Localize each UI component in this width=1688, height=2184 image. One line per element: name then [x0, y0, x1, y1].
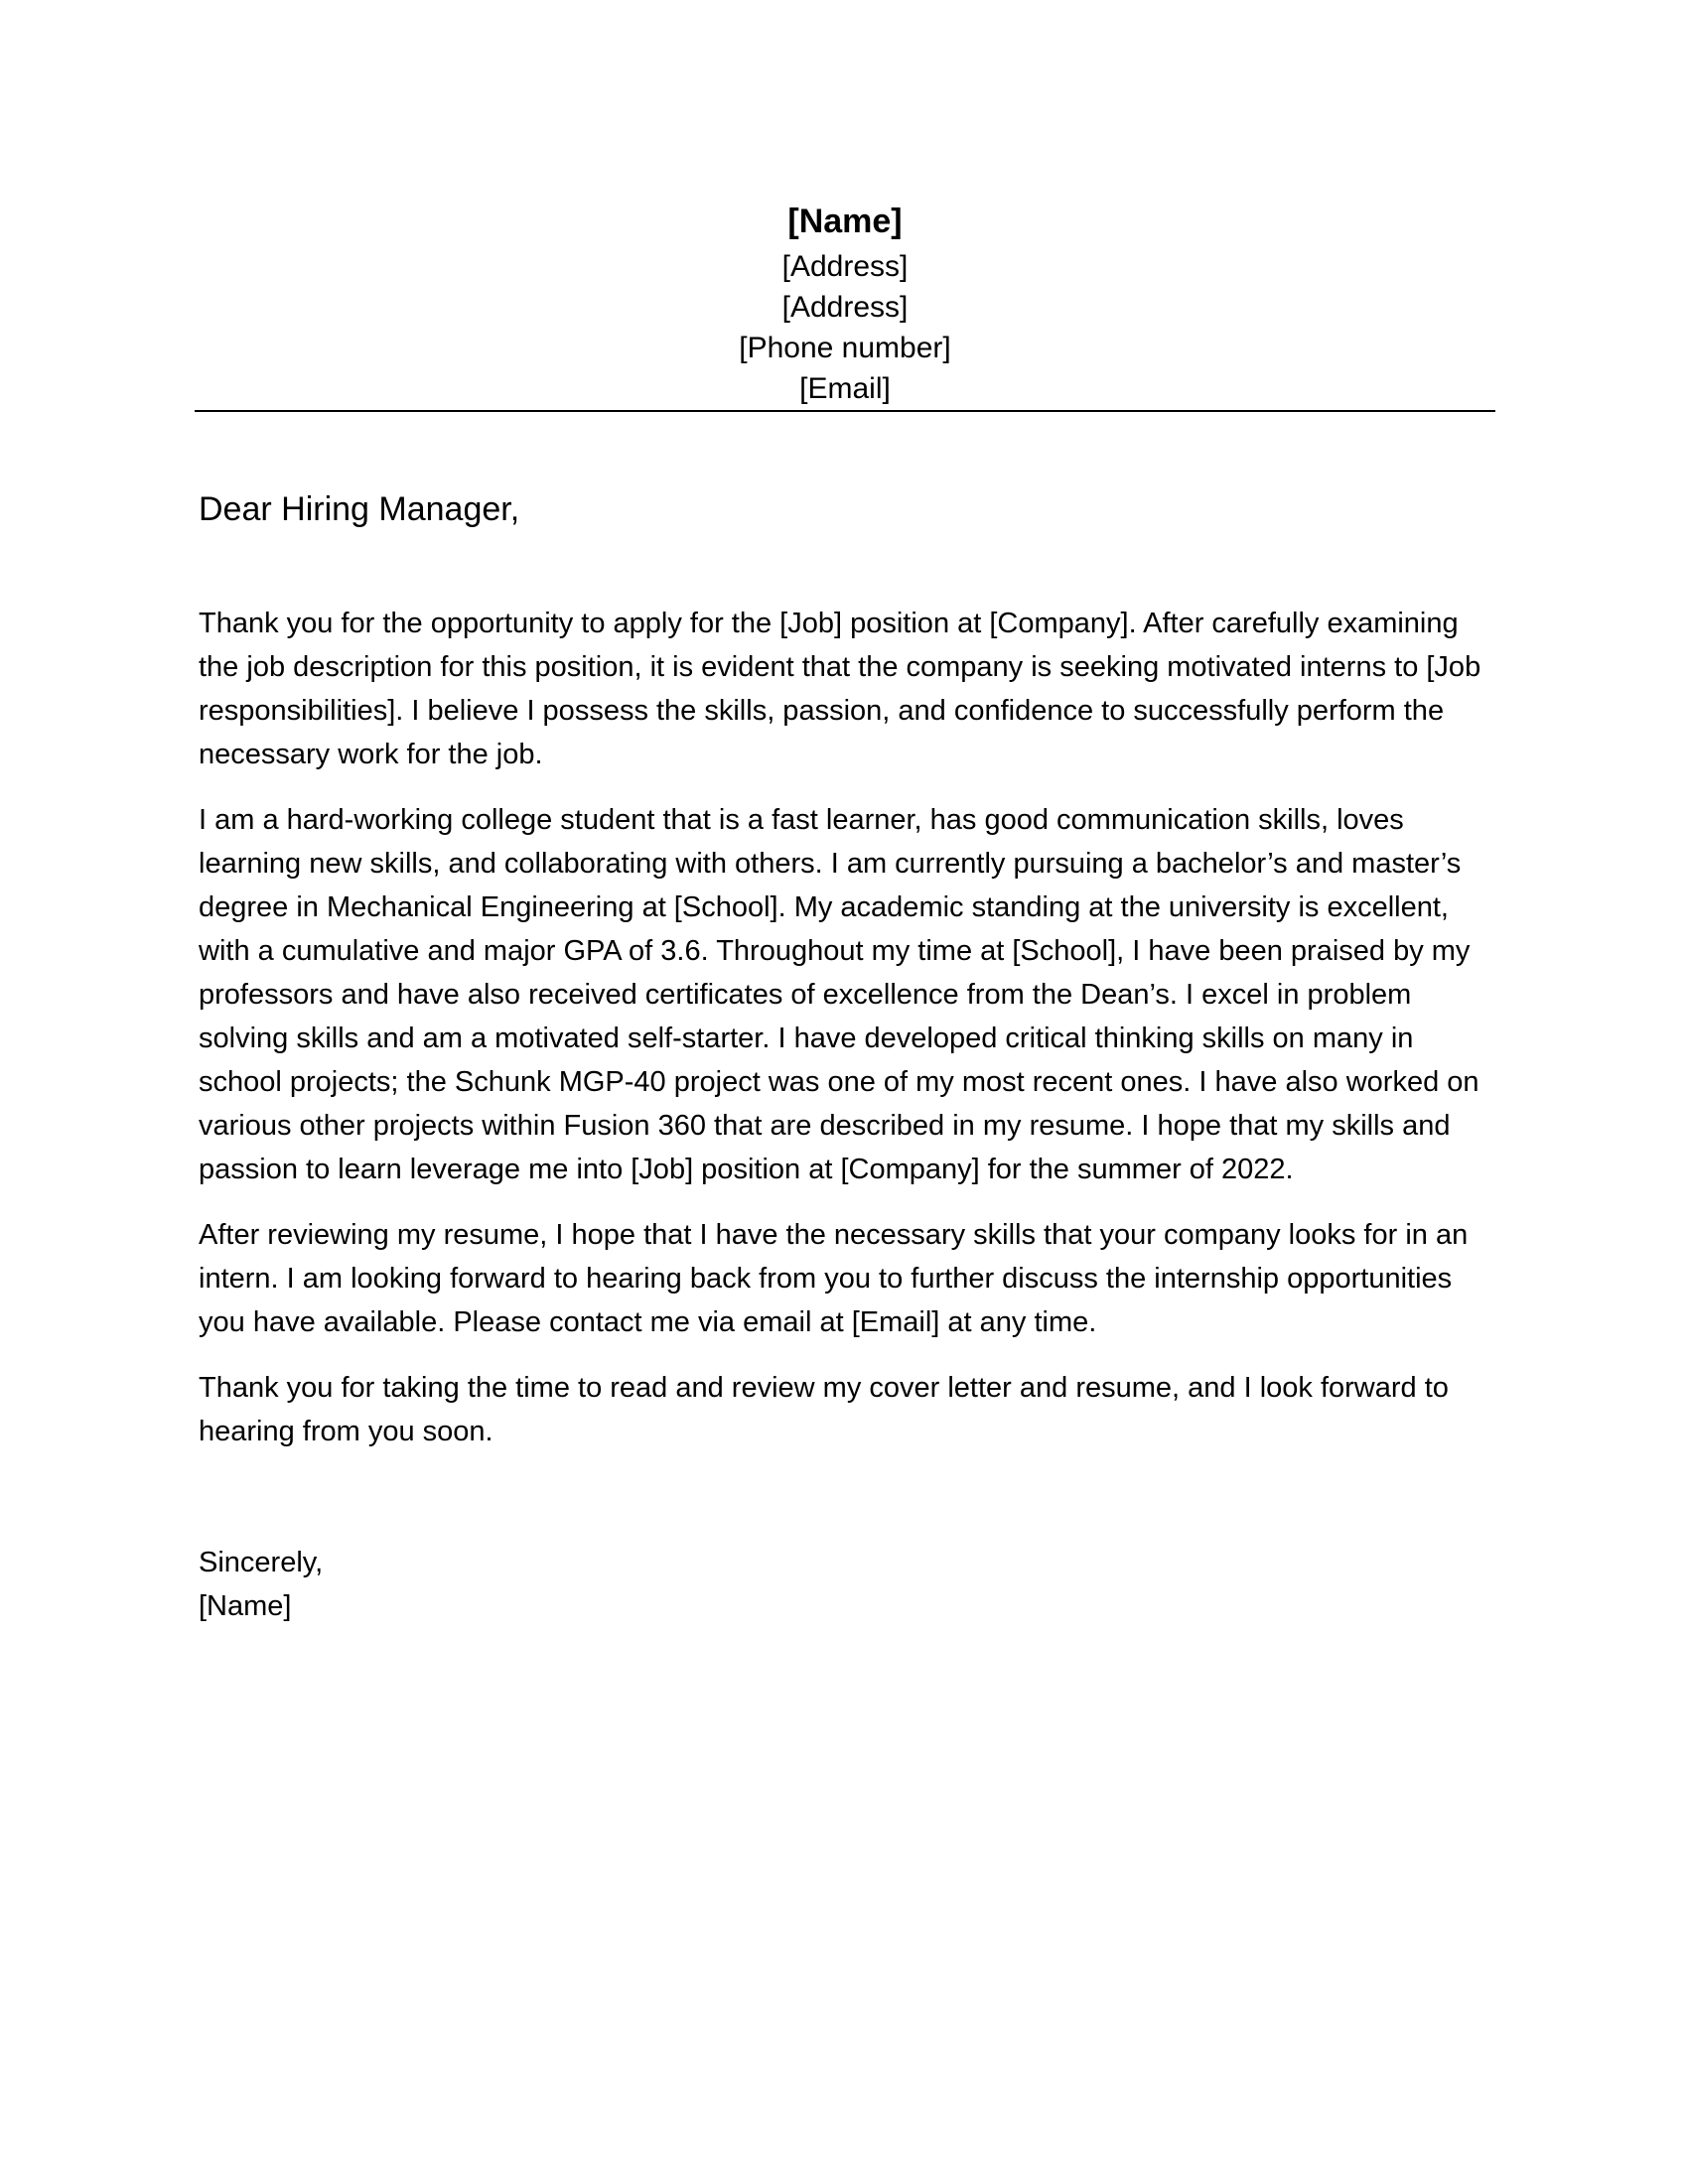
body-paragraph-2: I am a hard-working college student that is a fast learner, has good communication skills, loves learning new skills, and collaborating with others. I am currently pursuing a bachelor’s and master’s degree in Mechanical Engineering at [School]. My academic standing at the university is excellent, with a cumulative and major GPA of 3.6. Throughout my time at [School], I have been praised by my professors and have also received certificates of excellence from the Dean’s. I excel in problem solving skills and am a motivated self-starter. I have developed critical thinking skills on many in school projects; the Schunk MGP-40 project was one of my most recent ones. I have also worked on various other projects within Fusion 360 that are described in my resume. I hope that my skills and passion to learn leverage me into [Job] position at [Company] for the summer of 2022.: [199, 804, 1479, 1185]
salutation: Dear Hiring Manager,: [199, 490, 520, 528]
letterhead: [195, 197, 1495, 409]
sender-address-line-1: [Address]: [781, 250, 909, 283]
sender-phone: [Phone number]: [739, 332, 951, 364]
sender-email: [Email]: [799, 372, 891, 405]
body-paragraph-4: Thank you for taking the time to read and review my cover letter and resume, and I look forward to hearing from you soon.: [199, 1372, 1449, 1447]
closing-phrase: Sincerely,: [199, 1547, 324, 1578]
body-paragraph-1: Thank you for the opportunity to apply for the [Job] position at [Company]. After carefully examining the job description for this position, it is evident that the company is seeking motivated interns to [Job responsibilities]. I believe I possess the skills, passion, and confidence to successfully perform the necessary work for the job.: [199, 608, 1481, 770]
body-paragraph-3: After reviewing my resume, I hope that I have the necessary skills that your company looks for in an intern. I am looking forward to hearing back from you to further discuss the internship opportunities you have available. Please contact me via email at [Email] at any time.: [199, 1219, 1469, 1338]
sender-address-line-2: [Address]: [781, 291, 909, 324]
signature-name: [Name]: [199, 1590, 292, 1622]
sender-name: [Name]: [787, 203, 903, 240]
letter-closing: [199, 1541, 323, 1628]
letter-body: [199, 602, 1495, 1475]
header-divider: [195, 410, 1495, 412]
